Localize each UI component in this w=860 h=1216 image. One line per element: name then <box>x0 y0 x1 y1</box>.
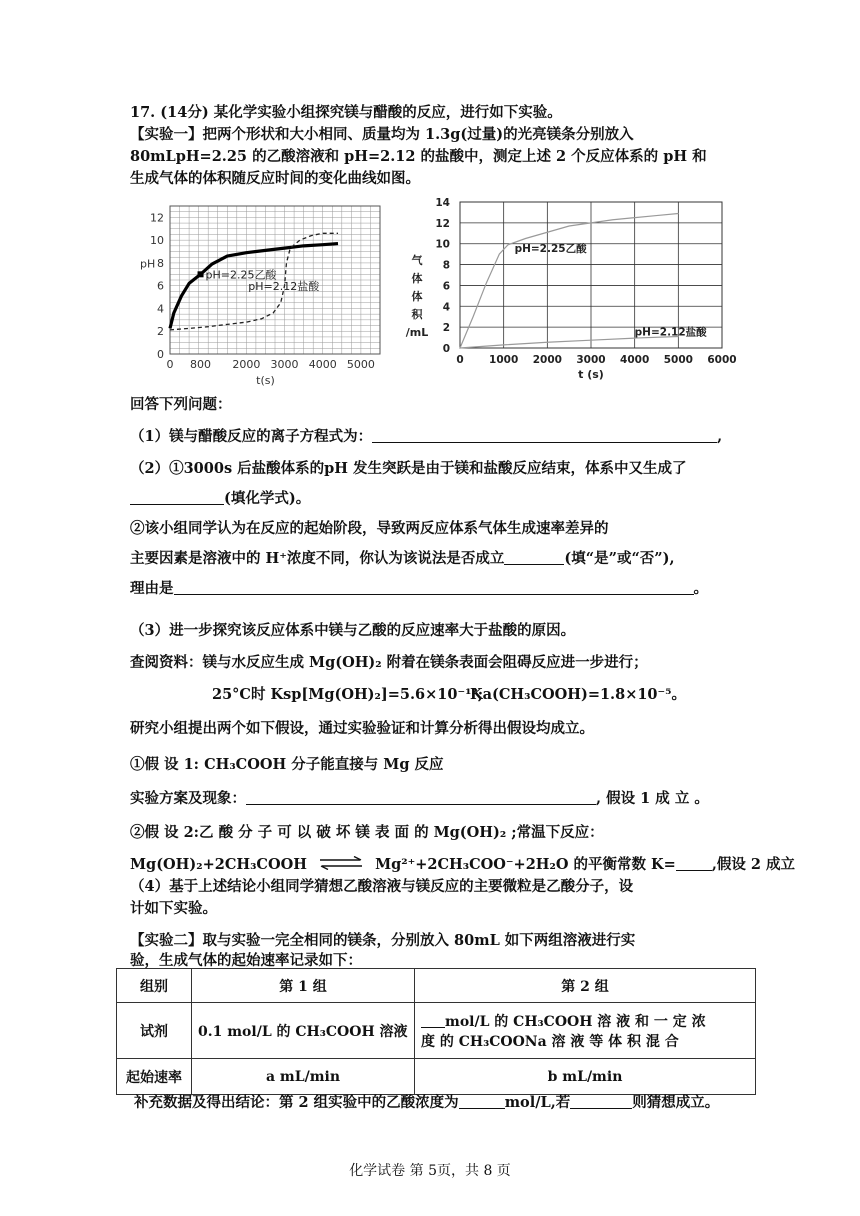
hypothesis-1: ①假 设 1: CH₃COOH 分子能直接与 Mg 反应 <box>130 756 444 773</box>
annotation-acetic-acid: pH=2.25乙酸 <box>514 243 587 256</box>
reason-label: 理由是 <box>130 580 174 597</box>
y-tick-label: 6 <box>157 279 164 293</box>
question-2-2-line2 <box>130 550 675 568</box>
x-tick-label: 2000 <box>532 354 562 366</box>
data-point-marker <box>198 271 204 277</box>
question-2-1-line1: （2）①3000s 后盐酸体系的pH 发生突跃是由于镁和盐酸反应结束，体系中又生成了 <box>130 460 687 477</box>
y-axis-label: 气 <box>411 254 423 267</box>
y-tick-label: 2 <box>157 325 164 339</box>
question-header: 17. (14分) 某化学实验小组探究镁与醋酸的反应，进行如下实验。 <box>130 104 562 121</box>
question-1-end: , <box>717 428 723 445</box>
table-g2-rate: b mL/min <box>415 1059 756 1095</box>
y-axis-label: pH <box>140 257 156 271</box>
y-tick-label: 8 <box>157 256 164 270</box>
conclusion-text: 补充数据及得出结论：第 2 组实验中的乙酸浓度为 <box>134 1094 459 1111</box>
annotation-hydrochloric-acid: pH=2.12盐酸 <box>634 326 707 339</box>
answer-blank-4-3[interactable] <box>570 1094 632 1109</box>
equation-left: Mg(OH)₂+2CH₃COOH <box>130 856 307 873</box>
y-tick-label: 6 <box>442 280 450 293</box>
question-3-line4: 研究小组提出两个如下假设，通过实验验证和计算分析得出假设均成立。 <box>130 720 594 737</box>
equilibrium-equation <box>130 856 795 874</box>
experiment1-line3: 生成气体的体积随反应时间的变化曲线如图。 <box>130 170 420 187</box>
y-axis-label: 积 <box>411 308 423 321</box>
x-tick-label: 800 <box>190 358 212 371</box>
conclusion-end: 则猜想成立。 <box>632 1094 720 1111</box>
answer-blank-3-2[interactable] <box>676 856 712 871</box>
x-axis-label: t (s) <box>578 368 604 381</box>
ka-data: Ka(CH₃COOH)=1.8×10⁻⁵。 <box>470 686 687 703</box>
experiment1-line2: 80mLpH=2.25 的乙酸溶液和 pH=2.12 的盐酸中，测定上述 2 个反应体系的 pH 和 <box>130 148 707 165</box>
question-1 <box>130 428 722 446</box>
y-tick-label: 12 <box>435 217 450 230</box>
answer-blank-1[interactable] <box>372 428 717 443</box>
y-tick-label: 4 <box>442 301 450 314</box>
y-tick-label: 10 <box>150 234 164 248</box>
question-2-2-line1: ②该小组同学认为在反应的起始阶段，导致两反应体系气体生成速率差异的 <box>130 520 609 537</box>
conclusion-mid: mol/L,若 <box>504 1094 571 1111</box>
x-tick-label: 6000 <box>707 354 737 366</box>
x-axis-label: t(s) <box>256 374 275 387</box>
table-row-rate-label: 起始速率 <box>117 1059 192 1095</box>
question-4-line2: 计如下实验。 <box>130 900 217 917</box>
y-tick-label: 10 <box>435 238 450 251</box>
question-2-1-line2 <box>130 490 310 508</box>
table-header-group: 组别 <box>117 969 192 1003</box>
y-tick-label: 4 <box>157 302 164 316</box>
experiment2-line1: 【实验二】取与实验一完全相同的镁条，分别放入 80mL 如下两组溶液进行实 <box>130 932 636 949</box>
question-2-1-tail: (填化学式)。 <box>224 490 311 507</box>
conclusion <box>134 1094 719 1112</box>
annotation-acetic-acid: pH=2.25乙酸 <box>205 268 277 282</box>
question-1-text: （1）镁与醋酸反应的离子方程式为： <box>130 428 373 445</box>
x-tick-label: 3000 <box>576 354 606 366</box>
answer-prompt: 回答下列问题： <box>130 396 232 413</box>
table-g1-rate: a mL/min <box>192 1059 415 1095</box>
g2-reagent-line2: 度 的 CH₃COONa 溶 液 等 体 积 混 合 <box>421 1033 679 1050</box>
experiment1-line1: 【实验一】把两个形状和大小相同、质量均为 1.3g(过量)的光亮镁条分别放入 <box>130 126 634 143</box>
g2-reagent-line1: mol/L 的 CH₃COOH 溶 液 和 一 定 浓 <box>445 1013 706 1030</box>
table-g2-reagent <box>415 1003 756 1059</box>
question-2-2-line3 <box>130 580 708 598</box>
x-tick-label: 5000 <box>346 358 375 371</box>
y-axis-label: 体 <box>411 290 423 303</box>
answer-blank-3-1[interactable] <box>246 790 596 805</box>
x-tick-label: 1000 <box>489 354 519 366</box>
plan-label: 实验方案及现象： <box>130 790 246 807</box>
question-4-line1: （4）基于上述结论小组同学猜想乙酸溶液与镁反应的主要微粒是乙酸分子，设 <box>130 878 634 895</box>
question-3-line2: 查阅资料：镁与水反应生成 Mg(OH)₂ 附着在镁条表面会阻碍反应进一步进行； <box>130 654 648 671</box>
hypothesis-1-plan <box>130 790 709 808</box>
table-row-reagent-label: 试剂 <box>117 1003 192 1059</box>
x-tick-label: 4000 <box>308 358 337 371</box>
table-g1-reagent: 0.1 mol/L 的 CH₃COOH 溶液 <box>192 1003 415 1059</box>
ksp-data: 25°C时 Ksp[Mg(OH)₂]=5.6×10⁻¹²; <box>212 686 484 703</box>
equation-right: Mg²⁺+2CH₃COO⁻+2H₂O 的平衡常数 K= <box>375 856 676 873</box>
ph-time-chart <box>128 196 388 396</box>
answer-blank-4-1[interactable] <box>421 1013 445 1028</box>
equation-tail: ,假设 2 成立 <box>711 856 796 873</box>
y-tick-label: 14 <box>435 197 450 209</box>
x-tick-label: 2000 <box>232 358 261 371</box>
answer-blank-2-2a[interactable] <box>504 550 564 565</box>
gas-volume-chart <box>395 190 745 390</box>
x-tick-label: 3000 <box>270 358 299 371</box>
y-tick-label: 0 <box>442 343 450 355</box>
table-header-group1: 第 1 组 <box>192 969 415 1003</box>
reason-end: 。 <box>693 580 708 597</box>
answer-blank-4-2[interactable] <box>459 1094 505 1109</box>
table-header-group2: 第 2 组 <box>415 969 756 1003</box>
answer-blank-2-2b[interactable] <box>174 580 694 595</box>
x-tick-label: 0 <box>456 354 464 366</box>
plan-tail: , 假设 1 成 立 。 <box>596 790 709 807</box>
question-2-2-text: 主要因素是溶液中的 H⁺浓度不同，你认为该说法是否成立 <box>130 550 505 567</box>
question-2-2-hint: (填“是”或“否”), <box>564 550 675 567</box>
page-footer: 化学试卷 第 5页，共 8 页 <box>349 1163 511 1179</box>
question-3-line1: （3）进一步探究该反应体系中镁与乙酸的反应速率大于盐酸的原因。 <box>130 622 576 639</box>
experiment2-line2: 验，生成气体的起始速率记录如下： <box>130 952 362 969</box>
experiment2-table <box>116 968 756 1095</box>
x-tick-label: 4000 <box>620 354 650 366</box>
y-tick-label: 0 <box>157 348 164 361</box>
y-tick-label: 2 <box>442 322 450 335</box>
hypothesis-2: ②假 设 2:乙 酸 分 子 可 以 破 坏 镁 表 面 的 Mg(OH)₂ ;常温下反应： <box>130 824 604 841</box>
y-axis-label: 体 <box>411 272 423 285</box>
annotation-hydrochloric-acid: pH=2.12盐酸 <box>248 280 320 294</box>
x-tick-label: 5000 <box>663 354 693 366</box>
y-tick-label: 12 <box>150 211 164 225</box>
answer-blank-2-1[interactable] <box>130 490 224 505</box>
equilibrium-arrow-icon <box>318 856 364 870</box>
x-tick-label: 0 <box>166 358 174 371</box>
y-axis-label: /mL <box>405 326 429 339</box>
y-tick-label: 8 <box>442 259 450 272</box>
